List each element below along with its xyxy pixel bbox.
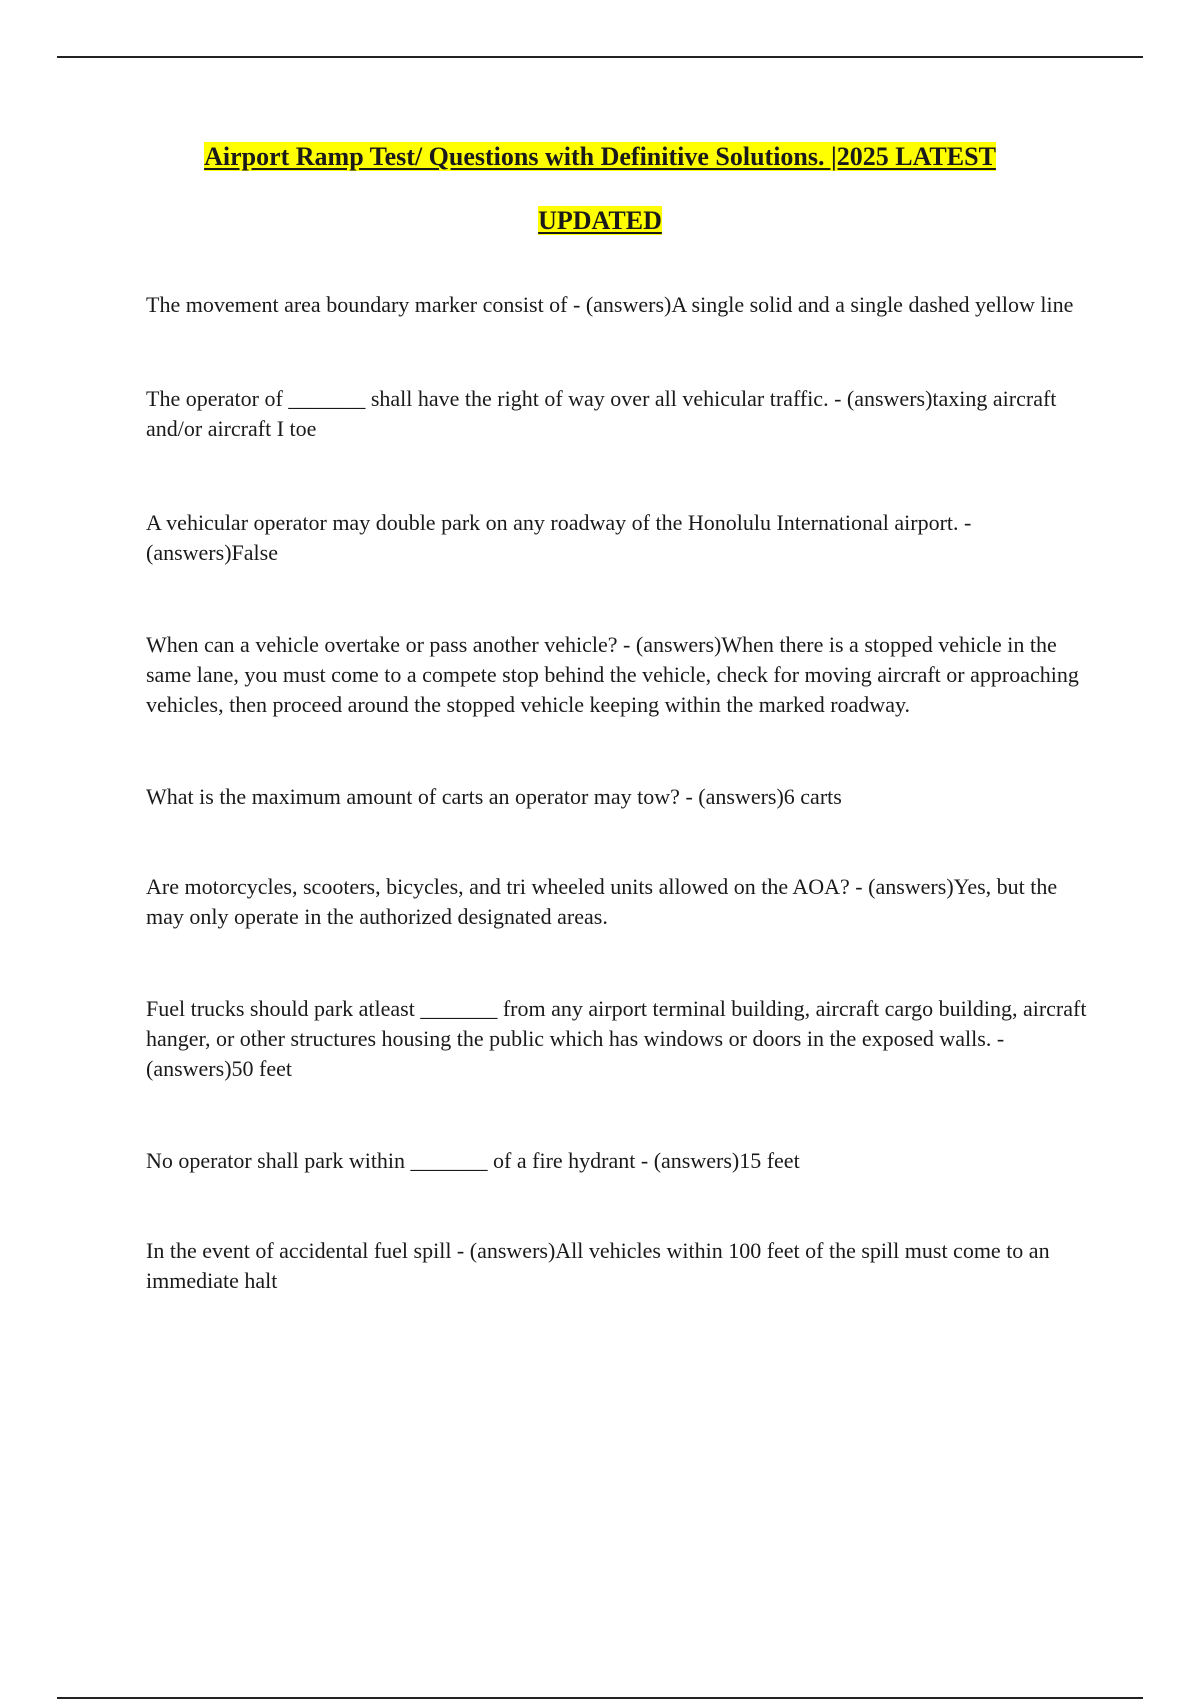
footer-rule xyxy=(57,1697,1143,1699)
question-item: No operator shall park within _______ of a fire hydrant - (answers)15 feet xyxy=(146,1148,800,1173)
question-item: The operator of _______ shall have the right of way over all vehicular traffic. - (answers)taxing aircraft and/or aircraft I toe xyxy=(146,386,1057,441)
question-item: Are motorcycles, scooters, bicycles, and tri wheeled units allowed on the AOA? - (answers)Yes, but the may only operate in the authorized designated areas. xyxy=(146,874,1058,929)
title-line-2 xyxy=(57,204,1143,238)
document-title xyxy=(57,140,1143,238)
question-item: Fuel trucks should park atleast _______ from any airport terminal building, aircraft cargo building, aircraft hanger, or other structures housing the public which has windows or doors in the exposed walls. - (answers)50 feet xyxy=(146,996,1087,1081)
question-list xyxy=(146,290,1096,1296)
title-line-1 xyxy=(57,140,1143,174)
header-rule xyxy=(57,56,1143,58)
title-text-1: Airport Ramp Test/ Questions with Definitive Solutions. |2025 LATEST xyxy=(204,142,996,171)
title-text-2: UPDATED xyxy=(538,206,662,235)
question-item: What is the maximum amount of carts an operator may tow? - (answers)6 carts xyxy=(146,784,842,809)
question-item: A vehicular operator may double park on any roadway of the Honolulu International airport. - (answers)False xyxy=(146,510,972,565)
question-item: The movement area boundary marker consist of - (answers)A single solid and a single dashed yellow line xyxy=(146,292,1074,317)
question-item: In the event of accidental fuel spill - (answers)All vehicles within 100 feet of the spill must come to an immediate halt xyxy=(146,1238,1050,1293)
question-item: When can a vehicle overtake or pass another vehicle? - (answers)When there is a stopped vehicle in the same lane, you must come to a compete stop behind the vehicle, check for moving aircraft or approaching vehicles, then proceed around the stopped vehicle keeping within the marked roadway. xyxy=(146,632,1079,717)
